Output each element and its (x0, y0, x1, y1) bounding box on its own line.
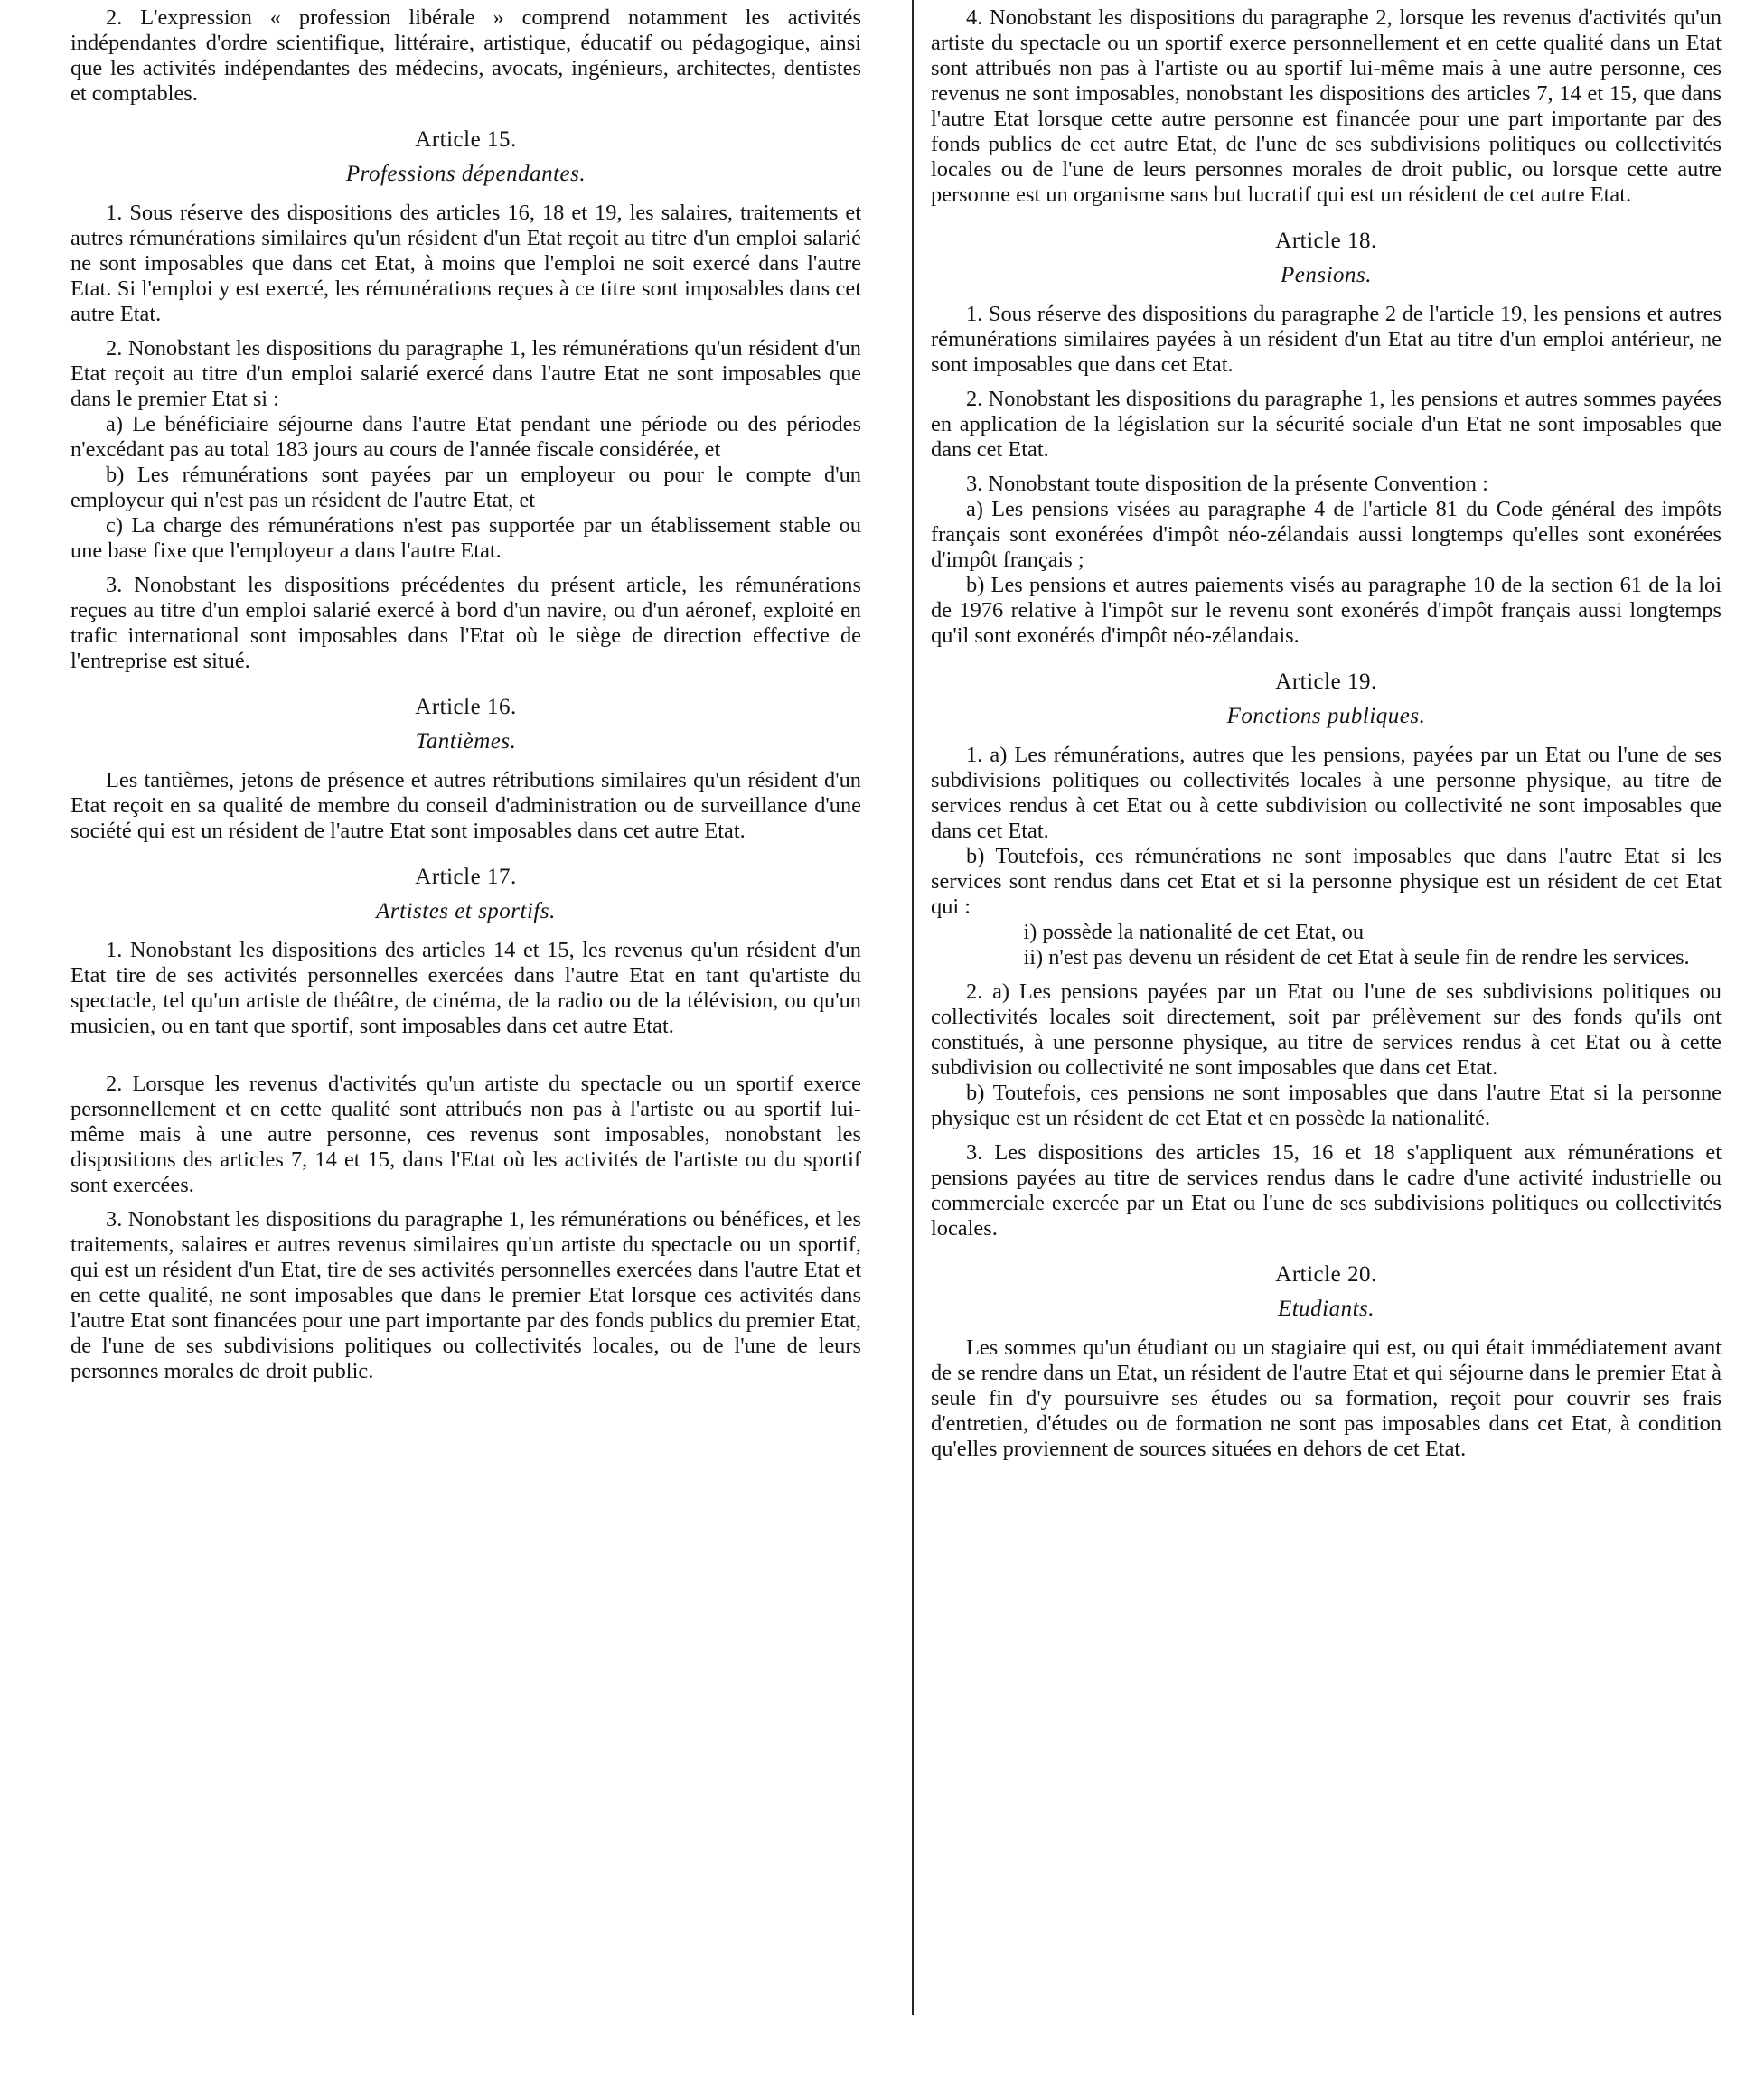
spacer (70, 1039, 861, 1072)
article-18-paragraph-3: 3. Nonobstant toute disposition de la présente Convention : (966, 472, 1488, 496)
article-19-paragraph-2-b: b) Toutefois, ces pensions ne sont imposables que dans l'autre Etat si la personne physique est un résident de cet Etat et en possède la nationalité. (931, 1081, 1722, 1130)
article-19-paragraph-1-a: 1. a) Les rémunérations, autres que les pensions, payées par un Etat ou l'une de ses subdivisions politiques ou collectivités locales à une personne physique, au titre de services rendus à cet Etat ou à cette subdivision ou collectivité ne sont imposables que dans cet Etat. (931, 743, 1722, 843)
right-column (931, 5, 1722, 2062)
article-15-paragraph-3: 3. Nonobstant les dispositions précédentes du présent article, les rémunérations reçues au titre d'un emploi salarié exercé à bord d'un navire, ou d'un aéronef, exploité en trafic international sont imposables dans l'Etat où le siège de direction effective de l'entreprise est situé. (70, 573, 861, 673)
article-15-title: Professions dépendantes. (345, 162, 586, 186)
article-15-paragraph-2-c: c) La charge des rémunérations n'est pas supportée par un établissement stable ou une base fixe que l'employeur a dans l'autre Etat. (70, 513, 861, 563)
article-19-paragraph-2-a: 2. a) Les pensions payées par un Etat ou l'une de ses subdivisions politiques ou collectivités locales soit directement, soit par prélèvement sur des fonds qu'ils ont constitués, à une personne physique, au titre de services rendus à cet Etat ou à cette subdivision ou collectivité ne sont imposables que dans cet Etat. (931, 979, 1722, 1080)
article-17-title: Artistes et sportifs. (376, 899, 556, 923)
article-19-title: Fonctions publiques. (1226, 704, 1426, 728)
article-20-title: Etudiants. (1277, 1297, 1375, 1321)
article-18-paragraph-3-b: b) Les pensions et autres paiements visés au paragraphe 10 de la section 61 de la loi de 1976 relative à l'impôt sur le revenu sont exonérés d'impôt français aussi longtemps qu'il sont exonérés d'impôt néo-zélandais. (931, 573, 1722, 648)
article-19-paragraph-1-b-i: i) possède la nationalité de cet Etat, ou (1023, 920, 1365, 944)
article-16-heading: Article 16. (415, 695, 517, 719)
article-15-paragraph-2-b: b) Les rémunérations sont payées par un employeur ou pour le compte d'un employeur qui n'est pas un résident de l'autre Etat, et (70, 463, 861, 512)
article-18-paragraph-3-a: a) Les pensions visées au paragraphe 4 de l'article 81 du Code général des impôts français sont exonérées d'impôt néo-zélandais aussi longtemps qu'elles sont exonérées d'impôt français ; (931, 497, 1722, 572)
article-19-paragraph-1-b-ii: ii) n'est pas devenu un résident de cet Etat à seule fin de rendre les services. (1023, 945, 1690, 970)
left-column (70, 5, 861, 2062)
article-16-title: Tantièmes. (415, 729, 517, 754)
article-18-heading: Article 18. (1275, 229, 1377, 253)
article-19-paragraph-3: 3. Les dispositions des articles 15, 16 et 18 s'appliquent aux rémunérations et pensions payées au titre de services rendus dans le cadre d'une activité industrielle ou commerciale exercée par un Etat ou l'une de ses subdivisions politiques ou collectivités locales. (931, 1140, 1722, 1241)
article-17-paragraph-4: 4. Nonobstant les dispositions du paragraphe 2, lorsque les revenus d'activités qu'un artiste du spectacle ou un sportif exerce personnellement et en cette qualité dans un Etat sont attribués non pas à l'artiste ou au sportif lui-même mais à une autre personne, ces revenus ne sont imposables, nonobstant les dispositions des articles 7, 14 et 15, que dans l'autre Etat lorsque cette autre personne est financée pour une part importante par des fonds publics de cet autre Etat, de l'une de ses subdivisions politiques ou collectivités locales ou de l'une de leurs personnes morales de droit public, ou lorsque cette autre personne est un organisme sans but lucratif qui est un résident de cet autre Etat. (931, 5, 1722, 207)
article-15-heading: Article 15. (415, 127, 517, 152)
article-18-title: Pensions. (1280, 263, 1373, 287)
article-18-paragraph-2: 2. Nonobstant les dispositions du paragraphe 1, les pensions et autres sommes payées en application de la législation sur la sécurité sociale d'un Etat ne sont imposables que dans cet Etat. (931, 387, 1722, 462)
article-19-paragraph-1-b: b) Toutefois, ces rémunérations ne sont imposables que dans l'autre Etat si les services sont rendus dans cet Etat et si la personne physique est un résident de cet Etat qui : (931, 844, 1722, 919)
article-17-paragraph-3: 3. Nonobstant les dispositions du paragraphe 1, les rémunérations ou bénéfices, et les traitements, salaires et autres revenus similaires qu'un artiste du spectacle ou un sportif, qui est un résident d'un Etat, tire de ses activités personnelles exercées dans l'autre Etat et en cette qualité, ne sont imposables que dans le premier Etat lorsque ces activités dans l'autre Etat sont financées pour une part importante par des fonds publics du premier Etat, de l'une de ses subdivisions politiques ou collectivités locales, ou de l'une de leurs personnes morales de droit public. (70, 1207, 861, 1383)
article-15-paragraph-2-a: a) Le bénéficiaire séjourne dans l'autre Etat pendant une période ou des périodes n'excédant pas au total 183 jours au cours de l'année fiscale considérée, et (70, 412, 861, 462)
article-19-heading: Article 19. (1275, 670, 1377, 694)
article-20-heading: Article 20. (1275, 1262, 1377, 1287)
article-15-paragraph-2: 2. Nonobstant les dispositions du paragraphe 1, les rémunérations qu'un résident d'un Etat reçoit au titre d'un emploi salarié exercé dans l'autre Etat ne sont imposables que dans le premier Etat si : (70, 336, 861, 411)
article-17-paragraph-1: 1. Nonobstant les dispositions des articles 14 et 15, les revenus qu'un résident d'un Etat tire de ses activités personnelles exercées dans l'autre Etat en tant qu'artiste du spectacle, tel qu'un artiste de théâtre, de cinéma, de la radio ou de la télévision, ou qu'un musicien, ou en tant que sportif, sont imposables dans cet autre Etat. (70, 938, 861, 1038)
article-16-paragraph: Les tantièmes, jetons de présence et autres rétributions similaires qu'un résident d'un Etat reçoit en sa qualité de membre du conseil d'administration ou de surveillance d'une société qui est un résident de l'autre Etat sont imposables dans cet autre Etat. (70, 768, 861, 843)
article-17-heading: Article 17. (415, 865, 517, 889)
article-15-paragraph-1: 1. Sous réserve des dispositions des articles 16, 18 et 19, les salaires, traitements et autres rémunérations similaires qu'un résident d'un Etat reçoit au titre d'un emploi salarié ne sont imposables que dans cet Etat, à moins que l'emploi ne soit exercé dans l'autre Etat. Si l'emploi y est exercé, les rémunérations reçues à ce titre sont imposables dans cet autre Etat. (70, 201, 861, 326)
article-17-paragraph-2: 2. Lorsque les revenus d'activités qu'un artiste du spectacle ou un sportif exerce personnellement et en cette qualité sont attribués non pas à l'artiste ou au sportif lui-même mais à une autre personne, ces revenus sont imposables, nonobstant les dispositions des articles 7, 14 et 15, dans l'Etat où les activités de l'artiste ou du sportif sont exercées. (70, 1072, 861, 1197)
article-18-paragraph-1: 1. Sous réserve des dispositions du paragraphe 2 de l'article 19, les pensions et autres rémunérations similaires payées à un résident d'un Etat au titre d'un emploi antérieur, ne sont imposables que dans cet Etat. (931, 302, 1722, 377)
article-14-paragraph-2: 2. L'expression « profession libérale » comprend notamment les activités indépendantes d'ordre scientifique, littéraire, artistique, éducatif ou pédagogique, ainsi que les activités indépendantes des médecins, avocats, ingénieurs, architectes, dentistes et comptables. (70, 5, 861, 106)
article-20-paragraph: Les sommes qu'un étudiant ou un stagiaire qui est, ou qui était immédiatement avant de se rendre dans un Etat, un résident de l'autre Etat et qui séjourne dans le premier Etat à seule fin d'y poursuivre ses études ou sa formation, reçoit pour couvrir ses frais d'entretien, d'études ou de formation ne sont pas imposables dans cet Etat, à condition qu'elles proviennent de sources situées en dehors de cet Etat. (931, 1335, 1722, 1461)
column-divider (912, 0, 914, 2015)
